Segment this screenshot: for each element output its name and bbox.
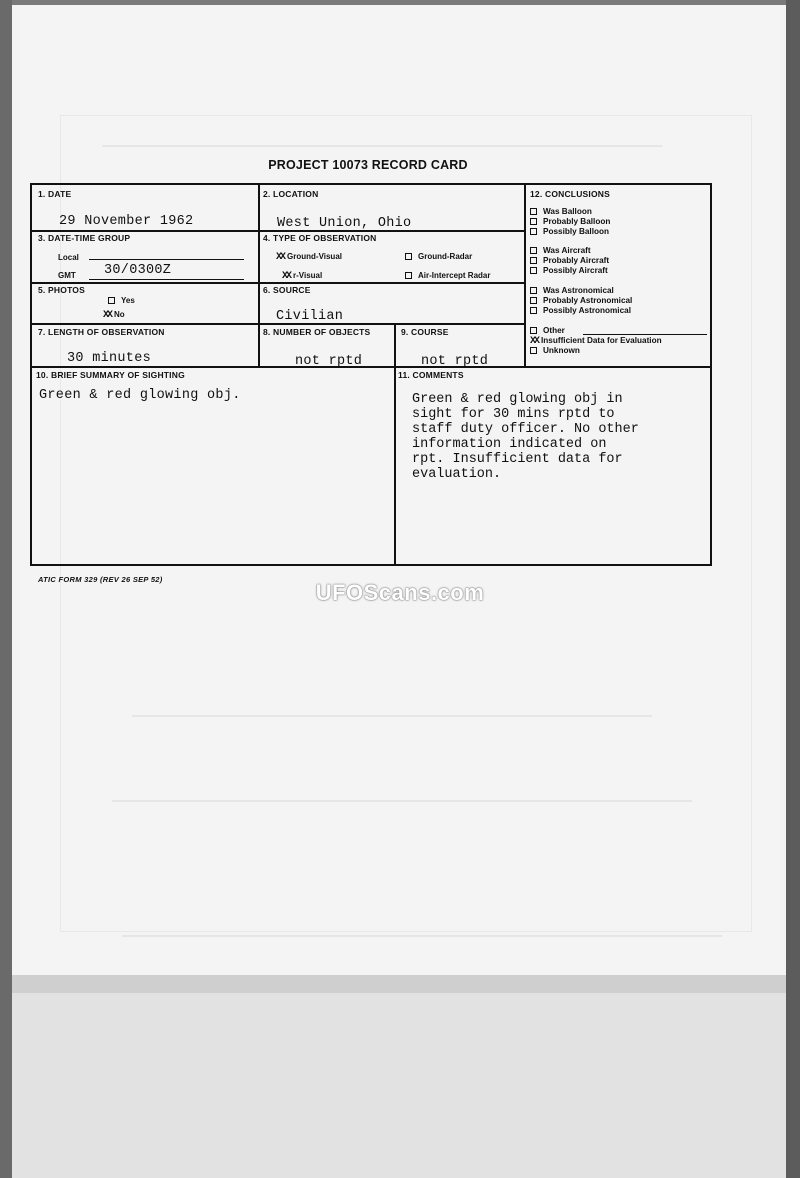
gmt-label: GMT — [58, 271, 76, 280]
brief-summary-value: Green & red glowing obj. — [39, 388, 241, 403]
length-of-observation-label: 7. LENGTH OF OBSERVATION — [38, 327, 165, 337]
conclusions-label: 12. CONCLUSIONS — [530, 189, 610, 199]
bleed-through-line — [122, 935, 722, 937]
bleed-through-line — [102, 145, 662, 147]
conclusion-label: Was Astronomical — [543, 286, 614, 295]
checkbox-empty — [530, 327, 537, 334]
local-label: Local — [58, 253, 79, 262]
local-underline — [89, 259, 244, 260]
photos-label: 5. PHOTOS — [38, 285, 85, 295]
checkbox-empty — [530, 307, 537, 314]
comments-value: Green & red glowing obj in sight for 30 mins rptd to staff duty officer. No other information indicated on rpt. Insufficient data for evaluation. — [412, 392, 639, 482]
conclusion-label: Possibly Balloon — [543, 227, 609, 236]
watermark: UFOScans.com — [315, 580, 485, 605]
ground-visual-label: Ground-Visual — [287, 252, 342, 261]
photos-yes-option — [108, 296, 135, 305]
conclusion-option — [530, 286, 614, 296]
conclusion-label: Probably Aircraft — [543, 256, 610, 265]
card-title: PROJECT 10073 RECORD CARD — [268, 158, 468, 172]
photos-no-label: No — [114, 310, 125, 319]
lower-scan-area — [12, 975, 786, 1178]
conclusion-option-other — [530, 326, 565, 336]
checkbox-empty — [530, 247, 537, 254]
conclusion-label: Other — [543, 326, 565, 335]
checkbox-empty — [530, 297, 537, 304]
photos-yes-label: Yes — [121, 296, 135, 305]
air-intercept-radar-option — [405, 271, 490, 280]
bleed-through-line — [132, 715, 652, 717]
air-visual-label: r-Visual — [293, 271, 323, 280]
record-card-form — [30, 183, 712, 566]
grid-line — [32, 366, 712, 368]
photos-no-option — [103, 310, 125, 321]
checkbox-empty — [108, 297, 115, 304]
brief-summary-label: 10. BRIEF SUMMARY OF SIGHTING — [36, 370, 185, 380]
grid-line — [394, 323, 396, 566]
gmt-value: 30/0300Z — [104, 263, 172, 278]
source-label: 6. SOURCE — [263, 285, 311, 295]
checkbox-empty — [405, 253, 412, 260]
air-visual-option — [282, 271, 322, 282]
other-underline — [583, 334, 707, 335]
conclusion-label: Was Aircraft — [543, 246, 591, 255]
number-of-objects-value: not rptd — [295, 354, 363, 369]
grid-line — [258, 185, 260, 367]
gmt-underline — [89, 279, 244, 280]
conclusion-option — [530, 207, 592, 217]
conclusion-option — [530, 246, 591, 256]
checkbox-empty — [405, 272, 412, 279]
conclusion-option — [530, 296, 632, 306]
ground-radar-option — [405, 252, 472, 261]
conclusion-option — [530, 346, 580, 356]
source-value: Civilian — [276, 309, 344, 324]
conclusion-option — [530, 217, 610, 227]
checkbox-empty — [530, 218, 537, 225]
grid-line — [32, 282, 524, 284]
form-number: ATIC FORM 329 (REV 26 SEP 52) — [38, 575, 163, 584]
length-of-observation-value: 30 minutes — [67, 351, 152, 366]
date-label: 1. DATE — [38, 189, 72, 199]
conclusion-option — [530, 306, 631, 316]
conclusion-label: Probably Astronomical — [543, 296, 633, 305]
air-intercept-radar-label: Air-Intercept Radar — [418, 271, 491, 280]
checkbox-checked-mark: XX — [282, 271, 291, 282]
number-of-objects-label: 8. NUMBER OF OBJECTS — [263, 327, 371, 337]
checkbox-empty — [530, 267, 537, 274]
course-label: 9. COURSE — [401, 327, 449, 337]
conclusion-label: Was Balloon — [543, 207, 592, 216]
type-of-observation-label: 4. TYPE OF OBSERVATION — [263, 233, 377, 243]
bleed-through-line — [112, 800, 692, 802]
date-time-group-label: 3. DATE-TIME GROUP — [38, 233, 131, 243]
location-label: 2. LOCATION — [263, 189, 319, 199]
conclusion-label: Possibly Astronomical — [543, 306, 631, 315]
conclusion-option — [530, 227, 609, 237]
checkbox-checked-mark: XX — [276, 252, 285, 263]
conclusion-label: Insufficient Data for Evaluation — [541, 336, 662, 345]
checkbox-empty — [530, 257, 537, 264]
checkbox-empty — [530, 347, 537, 354]
checkbox-checked-mark: XX — [103, 310, 112, 321]
course-value: not rptd — [421, 354, 489, 369]
ground-radar-label: Ground-Radar — [418, 252, 473, 261]
conclusion-label: Possibly Aircraft — [543, 266, 608, 275]
date-value: 29 November 1962 — [59, 214, 194, 229]
conclusion-label: Probably Balloon — [543, 217, 611, 226]
conclusion-option — [530, 256, 609, 266]
checkbox-empty — [530, 228, 537, 235]
location-value: West Union, Ohio — [277, 216, 412, 231]
lower-shadow-band — [12, 975, 786, 993]
checkbox-empty — [530, 287, 537, 294]
conclusion-option — [530, 266, 608, 276]
checkbox-checked-mark: XX — [530, 336, 539, 347]
checkbox-empty — [530, 208, 537, 215]
ground-visual-option — [276, 252, 342, 263]
grid-line — [524, 185, 526, 367]
conclusion-label: Unknown — [543, 346, 580, 355]
comments-label: 11. COMMENTS — [398, 370, 464, 380]
